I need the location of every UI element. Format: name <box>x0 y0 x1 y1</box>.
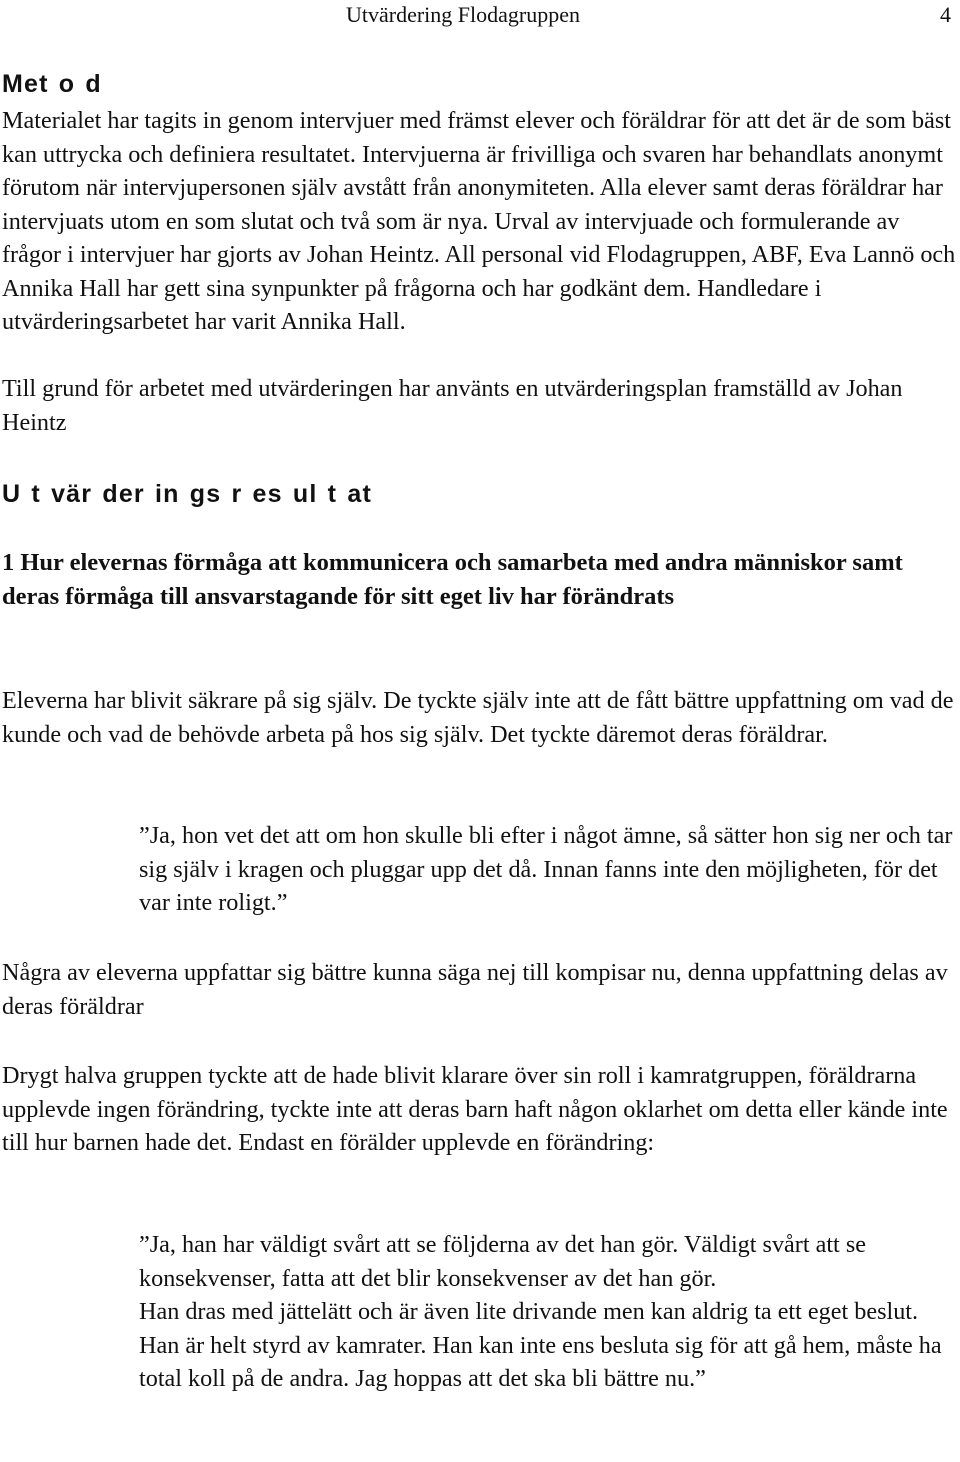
interview-quote-2-part-2: Han dras med jättelätt och är även lite drivande men kan aldrig ta ett eget beslut. Han är helt styrd av kamrater. Han kan inte ens besluta sig för att gå hem, måste ha total koll på de andra. Jag hoppas att det ska bli bättre nu.” <box>139 1298 942 1392</box>
result-paragraph-1: Eleverna har blivit säkrare på sig själv. De tyckte själv inte att de fått bättre uppfattning om vad de kunde och vad de behövde arbeta på hos sig själv. Det tyckte däremot deras föräldrar. <box>2 687 954 748</box>
page-number: 4 <box>940 2 951 27</box>
header-title: Utvärdering Flodagruppen <box>346 2 580 27</box>
page-header <box>0 0 960 30</box>
section-heading-metod: Met o d <box>2 70 102 98</box>
metod-paragraph-2: Till grund för arbetet med utvärderingen har använts en utvärderingsplan framställd av Johan Heintz <box>2 375 903 436</box>
metod-paragraph: Materialet har tagits in genom intervjuer med främst elever och föräldrar för att det är de som bäst kan uttrycka och definiera resultatet. Intervjuerna är frivilliga och svaren har behandlats anonymt förutom när intervjupersonen själv avstått från anonymiteten. Alla elever samt deras föräldrar har intervjuats utom en som slutat och två som är nya. Urval av intervjuade och formulerande av frågor i intervjuer har gjorts av Johan Heintz. All personal vid Flodagruppen, ABF, Eva Lannö och Annika Hall har gett sina synpunkter på frågorna och har godkänt dem. Handledare i utvärderingsarbetet har varit Annika Hall. <box>2 107 956 335</box>
interview-quote-2-part-1: ”Ja, han har väldigt svårt att se följderna av det han gör. Väldigt svårt att se konsekvenser, fatta att det blir konsekvenser av det han gör. <box>139 1231 866 1292</box>
section-heading-resultat: U t vär der in gs r es ul t at <box>2 480 372 508</box>
result-paragraph-2: Några av eleverna uppfattar sig bättre kunna säga nej till kompisar nu, denna uppfattning delas av deras föräldrar <box>2 959 948 1020</box>
interview-quote-2 <box>139 1228 959 1396</box>
result-paragraph-3: Drygt halva gruppen tyckte att de hade blivit klarare över sin roll i kamratgruppen, föräldrarna upplevde ingen förändring, tyckte inte att deras barn haft någon oklarhet om detta eller kände inte till hur barnen hade det. Endast en förälder upplevde en förändring: <box>2 1062 948 1156</box>
interview-quote-1: ”Ja, hon vet det att om hon skulle bli efter i något ämne, så sätter hon sig ner och tar sig själv i kragen och pluggar upp det då. Innan fanns inte den möjligheten, för det var inte roligt.” <box>139 822 953 916</box>
question-heading-1: 1 Hur elevernas förmåga att kommunicera och samarbeta med andra människor samt deras förmåga till ansvarstagande för sitt eget liv har förändrats <box>2 549 903 610</box>
